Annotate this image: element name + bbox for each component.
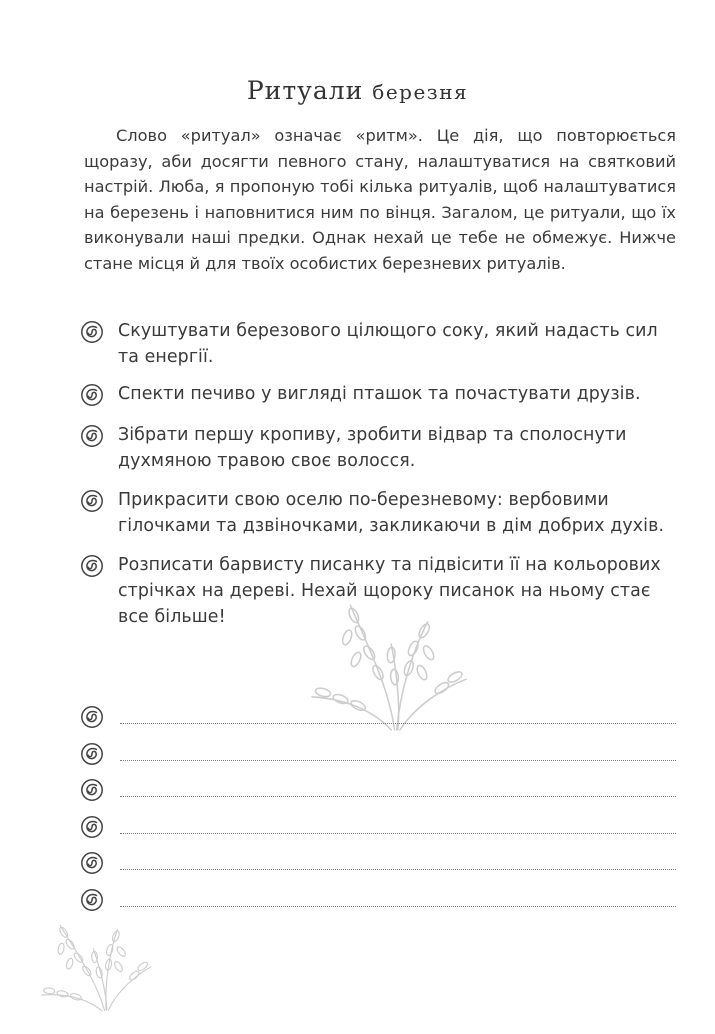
ritual-text: Зібрати першу кропиву, зробити відвар та сполоснути духмяною травою своє волосся. — [118, 425, 627, 471]
swirl-icon — [80, 424, 104, 448]
swirl-icon — [80, 320, 104, 344]
ritual-text: Прикрасити свою оселю по-березневому: вербовими гілочками та дзвіночками, закликаючи в дім добрих духів. — [118, 490, 665, 536]
swirl-icon — [80, 705, 104, 729]
title-rest: березня — [372, 80, 469, 104]
dotted-line — [120, 760, 676, 761]
ritual-text: Розписати барвисту писанку та підвісити її на кольорових стрічках на дереві. Нехай щороку писанок на ньому стає все більше! — [118, 555, 661, 627]
swirl-icon — [80, 815, 104, 839]
dotted-line — [120, 833, 676, 834]
swirl-icon — [80, 742, 104, 766]
swirl-icon — [80, 778, 104, 802]
title-main: Ритуали — [246, 76, 364, 105]
intro-paragraph: Слово «ритуал» означає «ритм». Це дія, що повторюється щоразу, аби досягти певного стану, налаштуватися на святковий настрій. Люба, я пропоную тобі кілька ритуалів, щоб налаштуватися на березень і наповнитися ним по вінця. Загалом, це ритуали, що їх виконували наші предки. Однак нехай це тебе не обмежує. Нижче стане місця й для твоїх особистих березневих ритуалів. — [84, 126, 676, 273]
writing-line — [80, 778, 680, 804]
writing-line — [80, 742, 680, 768]
swirl-icon — [80, 489, 104, 513]
dotted-line — [120, 723, 676, 724]
willow-branch-illustration — [15, 894, 190, 1033]
writing-line — [80, 815, 680, 841]
swirl-icon — [80, 554, 104, 578]
swirl-icon — [80, 851, 104, 875]
ritual-text: Спекти печиво у вигляді пташок та почастувати друзів. — [118, 384, 641, 404]
writing-line — [80, 705, 680, 731]
writing-line — [80, 888, 680, 914]
writing-line — [80, 851, 680, 877]
page-title — [0, 76, 715, 105]
dotted-line — [120, 906, 676, 907]
swirl-icon — [80, 888, 104, 912]
ritual-text: Скуштувати березового цілющого соку, який надасть сил та енергії. — [118, 321, 658, 367]
dotted-line — [120, 796, 676, 797]
dotted-line — [120, 869, 676, 870]
swirl-icon — [80, 383, 104, 407]
